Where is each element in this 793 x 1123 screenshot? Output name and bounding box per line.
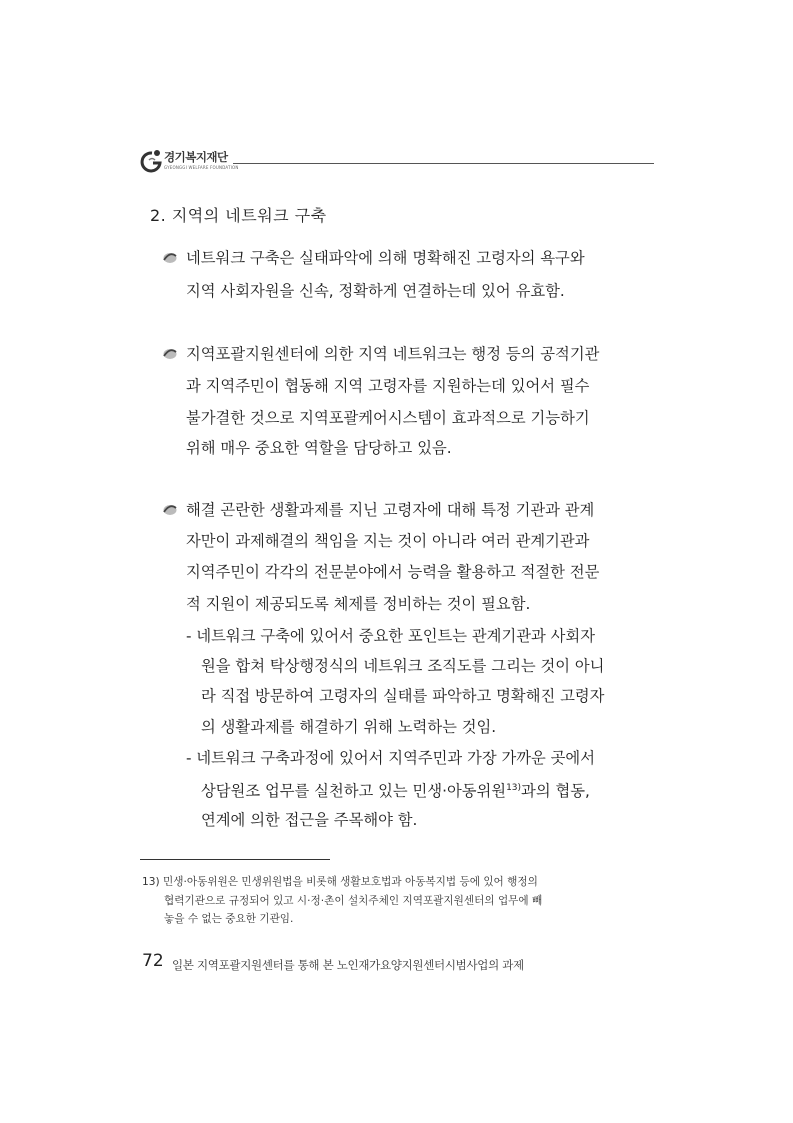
bullet-icon (162, 346, 178, 360)
org-name: 경기복지재단 (164, 150, 228, 164)
bullet-icon (162, 250, 178, 264)
footnote-ref: 13) (506, 783, 522, 793)
sub-item-1-line-4: 의 생활과제를 해결하기 위해 노력하는 것임. (201, 718, 497, 736)
bullet-2-line-1: 지역포괄지원센터에 의한 지역 네트워크는 행정 등의 공적기관 (186, 345, 600, 363)
book-title: 일본 지역포괄지원센터를 통해 본 노인재가요양지원센터시범사업의 과제 (172, 958, 524, 972)
foundation-logo-icon (140, 148, 164, 174)
sub-item-1-line-1: - 네트워크 구축에 있어서 중요한 포인트는 관계기관과 사회자 (186, 627, 595, 645)
running-header (140, 146, 654, 176)
section-title: 2. 지역의 네트워크 구축 (150, 206, 327, 225)
bullet-icon (162, 502, 178, 516)
sub-item-2-line-2-text: 상담원조 업무를 실천하고 있는 민생·아동위원 (201, 782, 507, 800)
footnote-line-2: 협력기관으로 규정되어 있고 시·정·촌이 설치주체인 지역포괄지원센터의 업무에 빼 (164, 895, 543, 907)
bullet-2-line-2: 과 지역주민이 협동해 지역 고령자를 지원하는데 있어서 필수 (186, 377, 590, 395)
bullet-2-line-3: 불가결한 것으로 지역포괄케어시스템이 효과적으로 기능하기 (186, 409, 590, 427)
sub-item-2-line-2-tail: 과의 협동, (521, 782, 590, 800)
footnote-rule (140, 859, 330, 860)
bullet-3-line-3: 지역주민이 각각의 전문분야에서 능력을 활용하고 적절한 전문 (186, 563, 600, 581)
page-number: 72 (142, 951, 164, 971)
bullet-3-line-1: 해결 곤란한 생활과제를 지닌 고령자에 대해 특정 기관과 관계 (186, 501, 595, 519)
sub-item-2-line-2 (201, 778, 590, 801)
sub-item-2-line-1: - 네트워크 구축과정에 있어서 지역주민과 가장 가까운 곳에서 (186, 749, 595, 767)
sub-item-1-line-3: 라 직접 방문하여 고령자의 실태를 파악하고 명확해진 고령자 (201, 687, 605, 705)
org-name-en: GYEONGGI WELFARE FOUNDATION (164, 165, 239, 170)
bullet-1-line-1: 네트워크 구축은 실태파악에 의해 명확해진 고령자의 욕구와 (186, 249, 585, 267)
header-rule (233, 163, 654, 164)
sub-item-1-line-2: 원을 합쳐 탁상행정식의 네트워크 조직도를 그리는 것이 아니 (201, 657, 605, 675)
bullet-1-line-2: 지역 사회자원을 신속, 정확하게 연결하는데 있어 유효함. (186, 282, 565, 300)
bullet-2-line-4: 위해 매우 중요한 역할을 담당하고 있음. (186, 439, 452, 457)
footnote-line-3: 놓을 수 없는 중요한 기관임. (164, 913, 294, 925)
footnote-line-1: 13) 민생·아동위원은 민생위원법을 비롯해 생활보호법과 아동복지법 등에 있어 행정의 (142, 876, 538, 888)
bullet-3-line-4: 적 지원이 제공되도록 체제를 정비하는 것이 필요함. (186, 595, 531, 613)
bullet-3-line-2: 자만이 과제해결의 책임을 지는 것이 아니라 여러 관계기관과 (186, 532, 590, 550)
sub-item-2-line-3: 연계에 의한 접근을 주목해야 함. (201, 811, 418, 829)
